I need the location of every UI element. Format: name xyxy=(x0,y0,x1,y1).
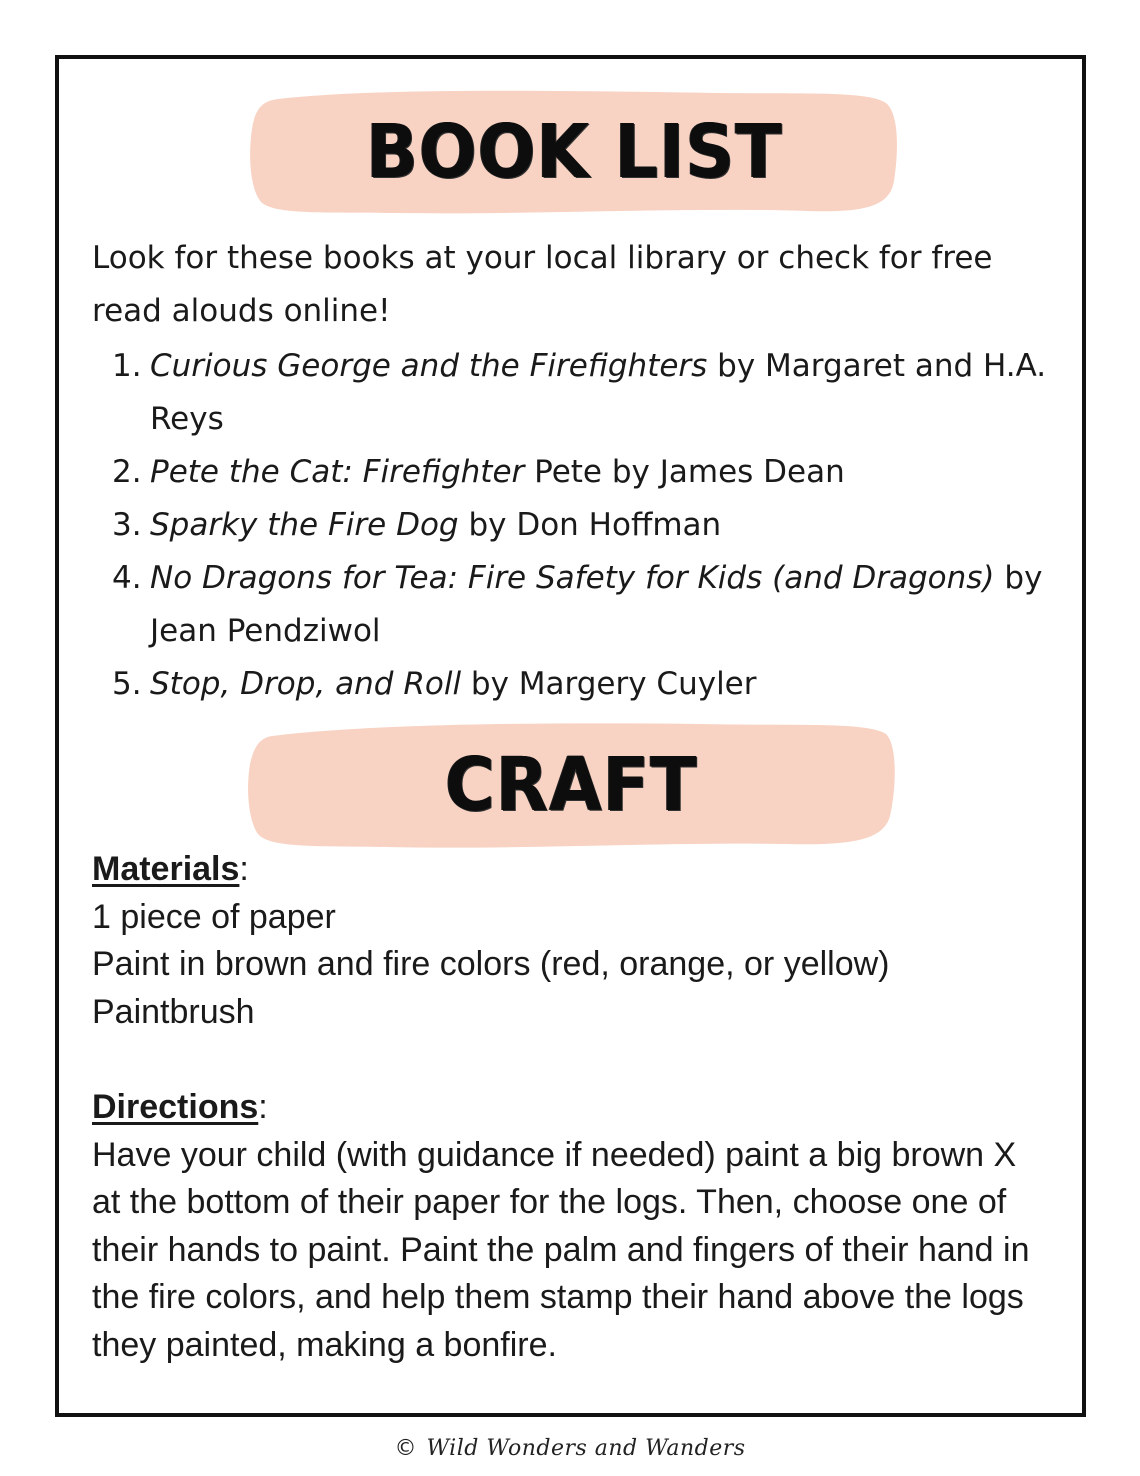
book-title: Stop, Drop, and Roll xyxy=(150,666,462,702)
directions-heading: Directions xyxy=(92,1088,259,1126)
materials-section xyxy=(92,846,1052,1036)
book-title: Curious George and the Firefighters xyxy=(150,348,708,384)
material-item: Paintbrush xyxy=(92,992,255,1031)
materials-heading: Materials xyxy=(92,850,240,888)
directions-heading-line: Directions: xyxy=(92,1088,268,1126)
list-number: 1. xyxy=(112,348,142,384)
book-author: by Jean Pendziwol xyxy=(150,560,1043,649)
list-item xyxy=(92,658,1052,711)
material-item: 1 piece of paper xyxy=(92,897,336,936)
book-list xyxy=(92,340,1052,711)
craft-banner xyxy=(246,718,896,851)
list-item xyxy=(92,552,1052,658)
book-author: by Don Hoffman xyxy=(458,507,722,543)
list-number: 3. xyxy=(112,507,142,543)
list-number: 4. xyxy=(112,560,142,596)
list-item xyxy=(92,446,1052,499)
craft-title: CRAFT xyxy=(444,741,698,828)
list-item xyxy=(92,340,1052,446)
book-author: by Margery Cuyler xyxy=(461,666,757,702)
book-list-banner xyxy=(248,85,900,218)
directions-text: Have your child (with guidance if needed) paint a big brown X at the bottom of their paper for the logs. Then, choose one of their hands to paint. Paint the palm and fingers of their hand in the fire colors, and help them stamp their hand above the logs they painted, making a bonfire. xyxy=(92,1135,1030,1364)
copyright-icon: © xyxy=(394,1435,417,1461)
materials-heading-line: Materials: xyxy=(92,850,249,888)
book-title: No Dragons for Tea: Fire Safety for Kids (and Dragons) xyxy=(150,560,995,596)
book-title: Sparky the Fire Dog xyxy=(150,507,459,543)
book-author: by Margaret and H.A. Reys xyxy=(150,348,1047,437)
book-author: Pete by James Dean xyxy=(524,454,845,490)
footer-credit: Wild Wonders and Wanders xyxy=(426,1435,746,1461)
directions-section xyxy=(92,1084,1052,1369)
material-item: Paint in brown and fire colors (red, orange, or yellow) xyxy=(92,945,890,983)
list-number: 5. xyxy=(112,666,142,702)
footer xyxy=(0,1428,1140,1468)
book-title: Pete the Cat: Firefighter xyxy=(150,454,525,490)
book-list-intro: Look for these books at your local library or check for free read alouds online! xyxy=(92,240,993,329)
list-item xyxy=(92,499,1052,552)
book-list-title: BOOK LIST xyxy=(365,108,783,195)
list-number: 2. xyxy=(112,454,142,490)
